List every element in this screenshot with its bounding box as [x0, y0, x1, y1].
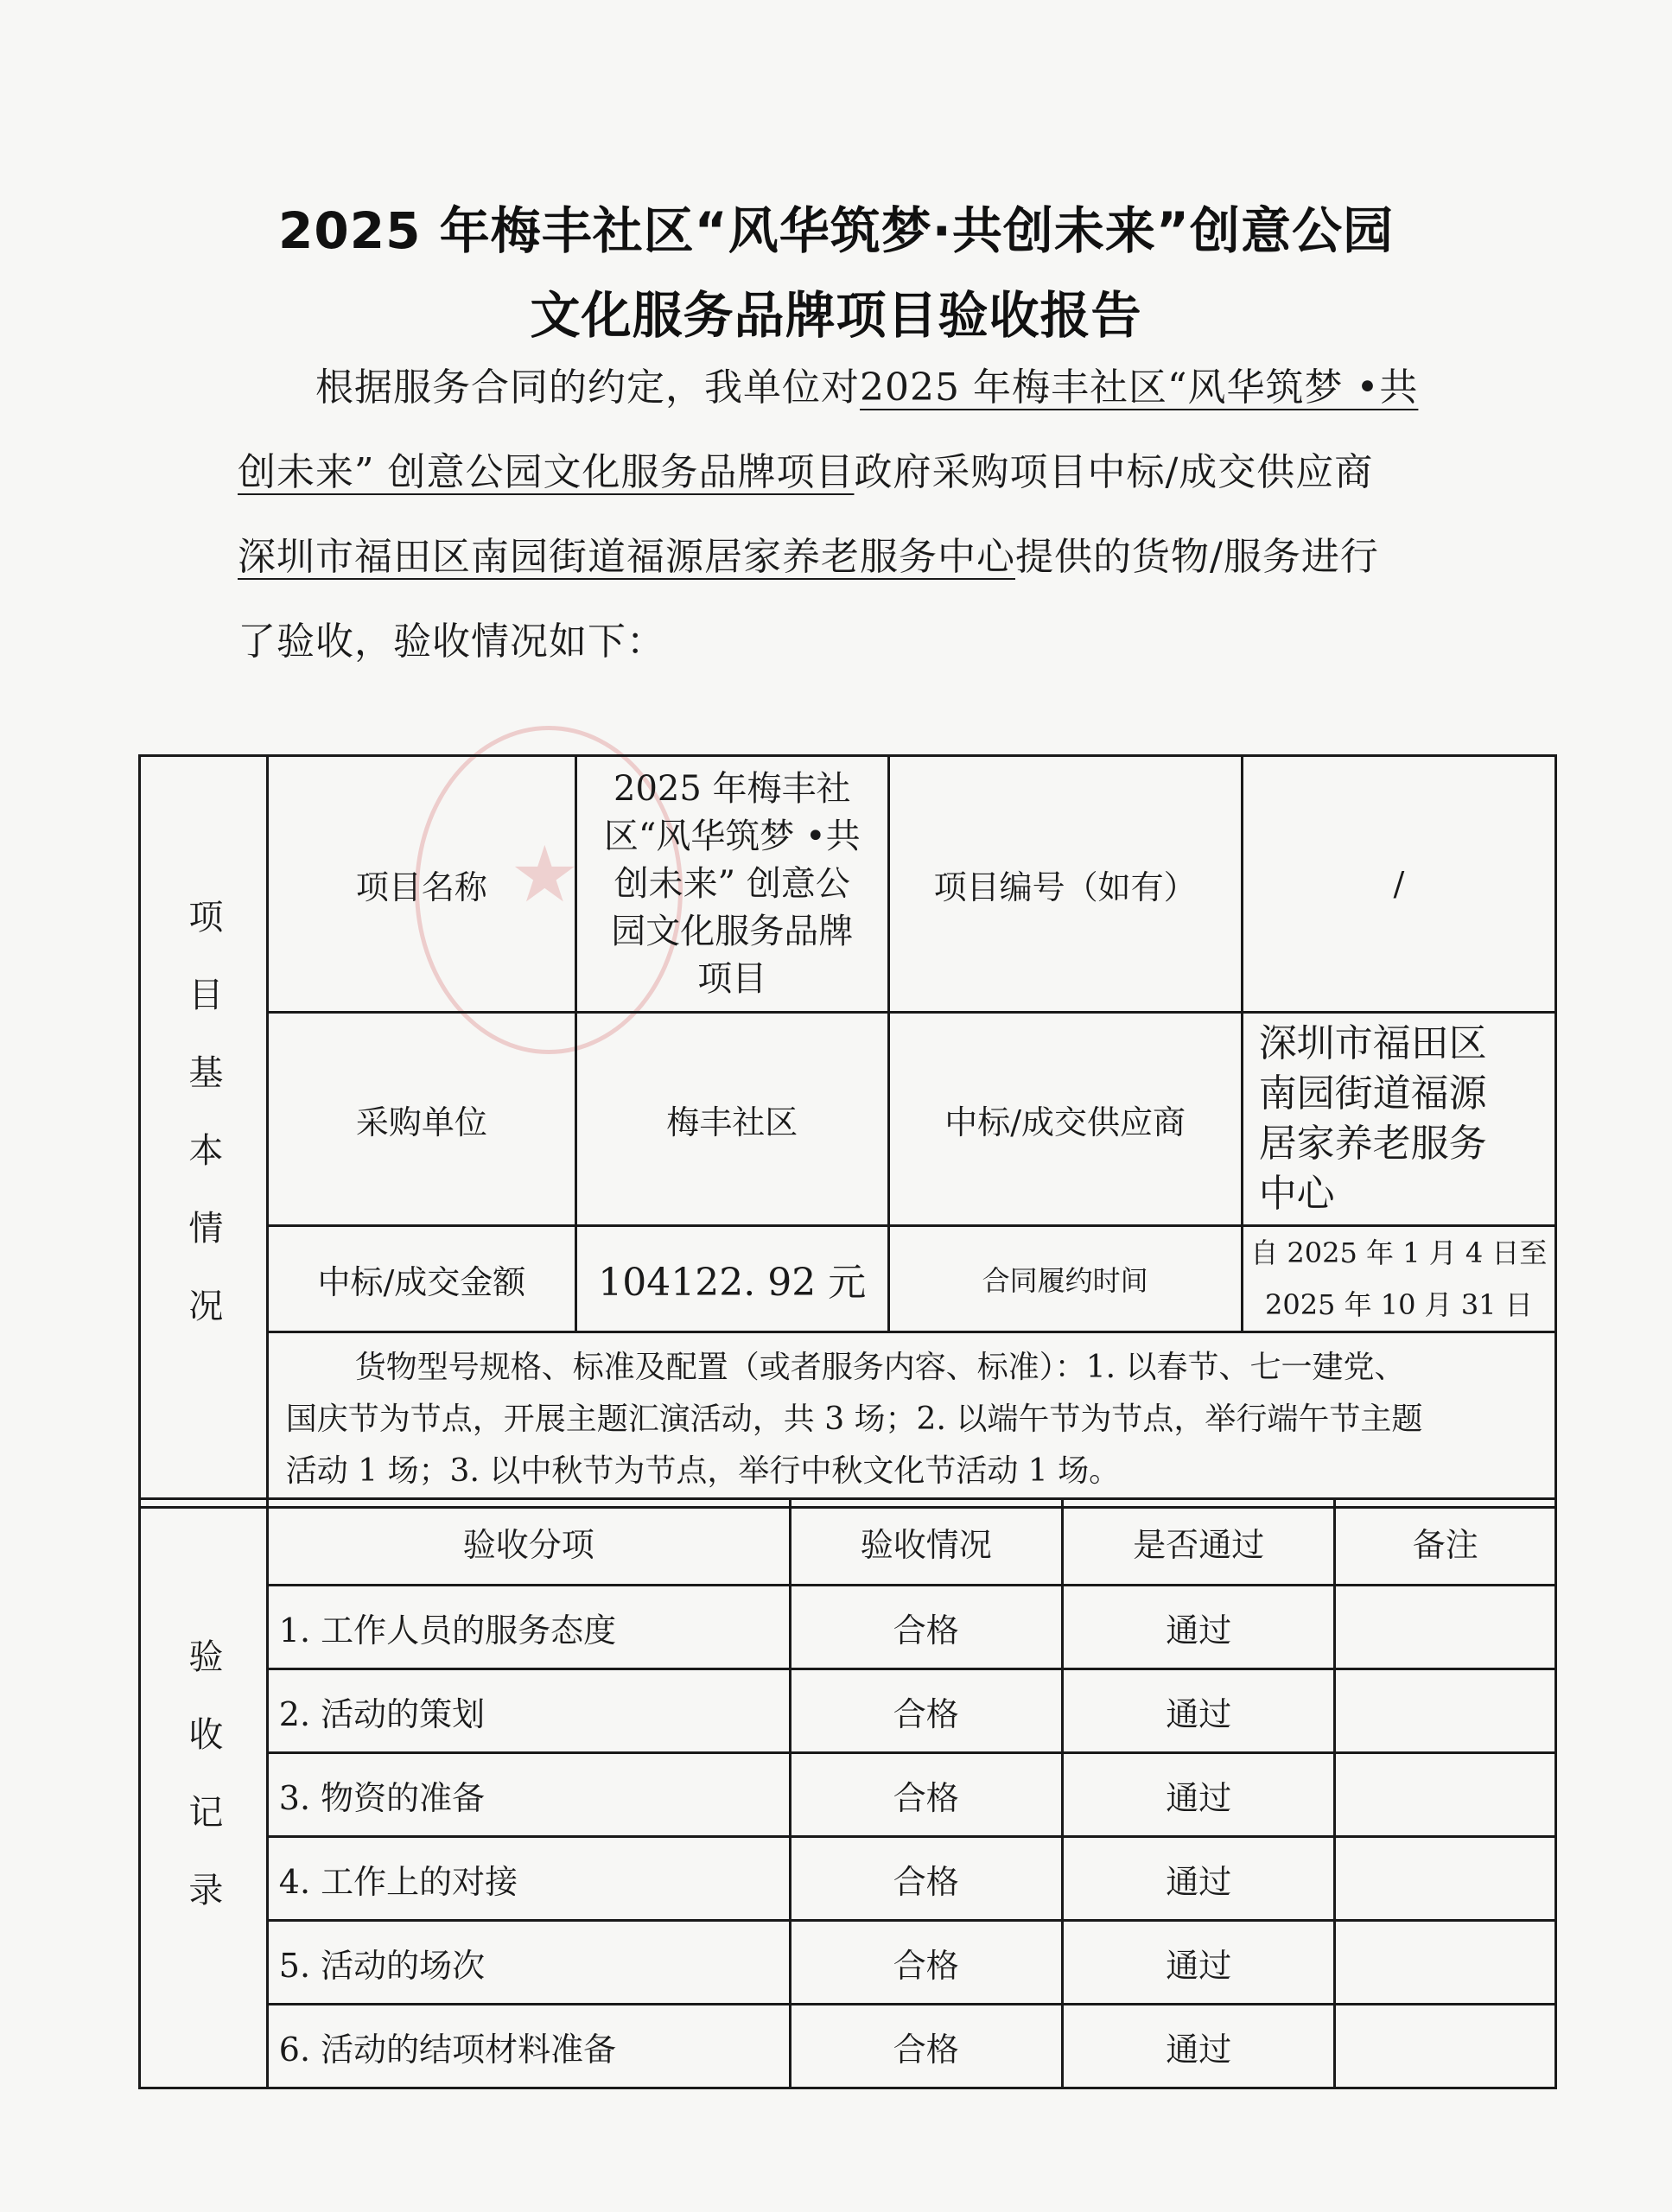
- seal-star-icon: ★: [510, 830, 580, 920]
- project-name-underlined: 2025 年梅丰社区“风华筑梦 •共: [860, 365, 1419, 410]
- report-title-line2: 文化服务品牌项目验收报告: [530, 286, 1142, 345]
- table-row: [140, 1921, 1556, 2005]
- intro-line3: [238, 515, 1447, 600]
- basic-section-label-cell: [140, 756, 268, 1508]
- record-note: [1335, 2005, 1556, 2088]
- table-row: [140, 1669, 1556, 1753]
- table-row: [140, 1586, 1556, 1669]
- contract-period-value: 自 2025 年 1 月 4 日至 2025 年 10 月 31 日: [1242, 1226, 1555, 1332]
- project-name-label: 项目名称: [267, 756, 575, 1013]
- record-status: 合格: [790, 1669, 1062, 1753]
- record-status: 合格: [790, 1837, 1062, 1921]
- header-status: 验收情况: [790, 1499, 1062, 1586]
- intro-line2: [238, 430, 1447, 515]
- intro-text: 政府采购项目中标/成交供应商: [854, 450, 1374, 494]
- project-number-label: 项目编号（如有）: [888, 756, 1242, 1013]
- record-status: 合格: [790, 1753, 1062, 1837]
- record-item: 5. 活动的场次: [267, 1921, 790, 2005]
- record-item: 1. 工作人员的服务态度: [267, 1586, 790, 1669]
- supplier-label: 中标/成交供应商: [888, 1013, 1242, 1226]
- amount-value: 104122. 92 元: [575, 1226, 888, 1332]
- record-note: [1335, 1921, 1556, 2005]
- record-note: [1335, 1753, 1556, 1837]
- buyer-value: 梅丰社区: [575, 1013, 888, 1226]
- record-item: 2. 活动的策划: [267, 1669, 790, 1753]
- table-row: [140, 2005, 1556, 2088]
- intro-text: 根据服务合同的约定，我单位对: [315, 365, 860, 410]
- record-section-label: 验收记录: [182, 1637, 223, 1949]
- record-section-label-cell: [140, 1499, 268, 2088]
- record-pass: 通过: [1063, 1921, 1335, 2005]
- table-row: [140, 1753, 1556, 1837]
- service-specs: 货物型号规格、标准及配置（或者服务内容、标准）：1. 以春节、七一建党、 国庆节为节点，开展主题汇演活动，共 3 场；2. 以端午节为节点，举行端午节主题 活动 1 场；3. 以中秋节为节点，举行中秋文化节活动 1 场。: [267, 1332, 1555, 1508]
- record-status: 合格: [790, 1921, 1062, 2005]
- record-pass: 通过: [1063, 1669, 1335, 1753]
- record-item: 6. 活动的结项材料准备: [267, 2005, 790, 2088]
- buyer-label: 采购单位: [267, 1013, 575, 1226]
- record-pass: 通过: [1063, 1753, 1335, 1837]
- record-item: 4. 工作上的对接: [267, 1837, 790, 1921]
- acceptance-record-table: [138, 1497, 1557, 2089]
- header-pass: 是否通过: [1063, 1499, 1335, 1586]
- amount-label: 中标/成交金额: [267, 1226, 575, 1332]
- intro-line4: 了验收，验收情况如下：: [238, 620, 665, 664]
- record-status: 合格: [790, 1586, 1062, 1669]
- header-note: 备注: [1335, 1499, 1556, 1586]
- project-name-underlined-cont: 创未来” 创意公园文化服务品牌项目: [238, 450, 855, 494]
- project-name-value: 2025 年梅丰社 区“风华筑梦 •共 创未来” 创意公 园文化服务品牌 项目: [575, 756, 888, 1013]
- basic-info-table: [138, 754, 1557, 1509]
- table-row: [140, 1837, 1556, 1921]
- basic-section-label: 项目基本情况: [182, 898, 223, 1365]
- contract-period-label: 合同履约时间: [888, 1226, 1242, 1332]
- record-pass: 通过: [1063, 1837, 1335, 1921]
- intro-text: 提供的货物/服务进行: [1015, 535, 1379, 579]
- header-item: 验收分项: [267, 1499, 790, 1586]
- project-number-value: /: [1242, 756, 1555, 1013]
- record-item: 3. 物资的准备: [267, 1753, 790, 1837]
- record-note: [1335, 1669, 1556, 1753]
- supplier-value: 深圳市福田区 南园街道福源 居家养老服务 中心: [1242, 1013, 1555, 1226]
- record-note: [1335, 1837, 1556, 1921]
- record-note: [1335, 1586, 1556, 1669]
- record-pass: 通过: [1063, 2005, 1335, 2088]
- record-status: 合格: [790, 2005, 1062, 2088]
- intro-line1: [238, 346, 1447, 430]
- record-pass: 通过: [1063, 1586, 1335, 1669]
- report-title-line1: 2025 年梅丰社区“风华筑梦·共创未来”创意公园: [278, 201, 1394, 260]
- supplier-name-underlined: 深圳市福田区南园街道福源居家养老服务中心: [238, 535, 1015, 579]
